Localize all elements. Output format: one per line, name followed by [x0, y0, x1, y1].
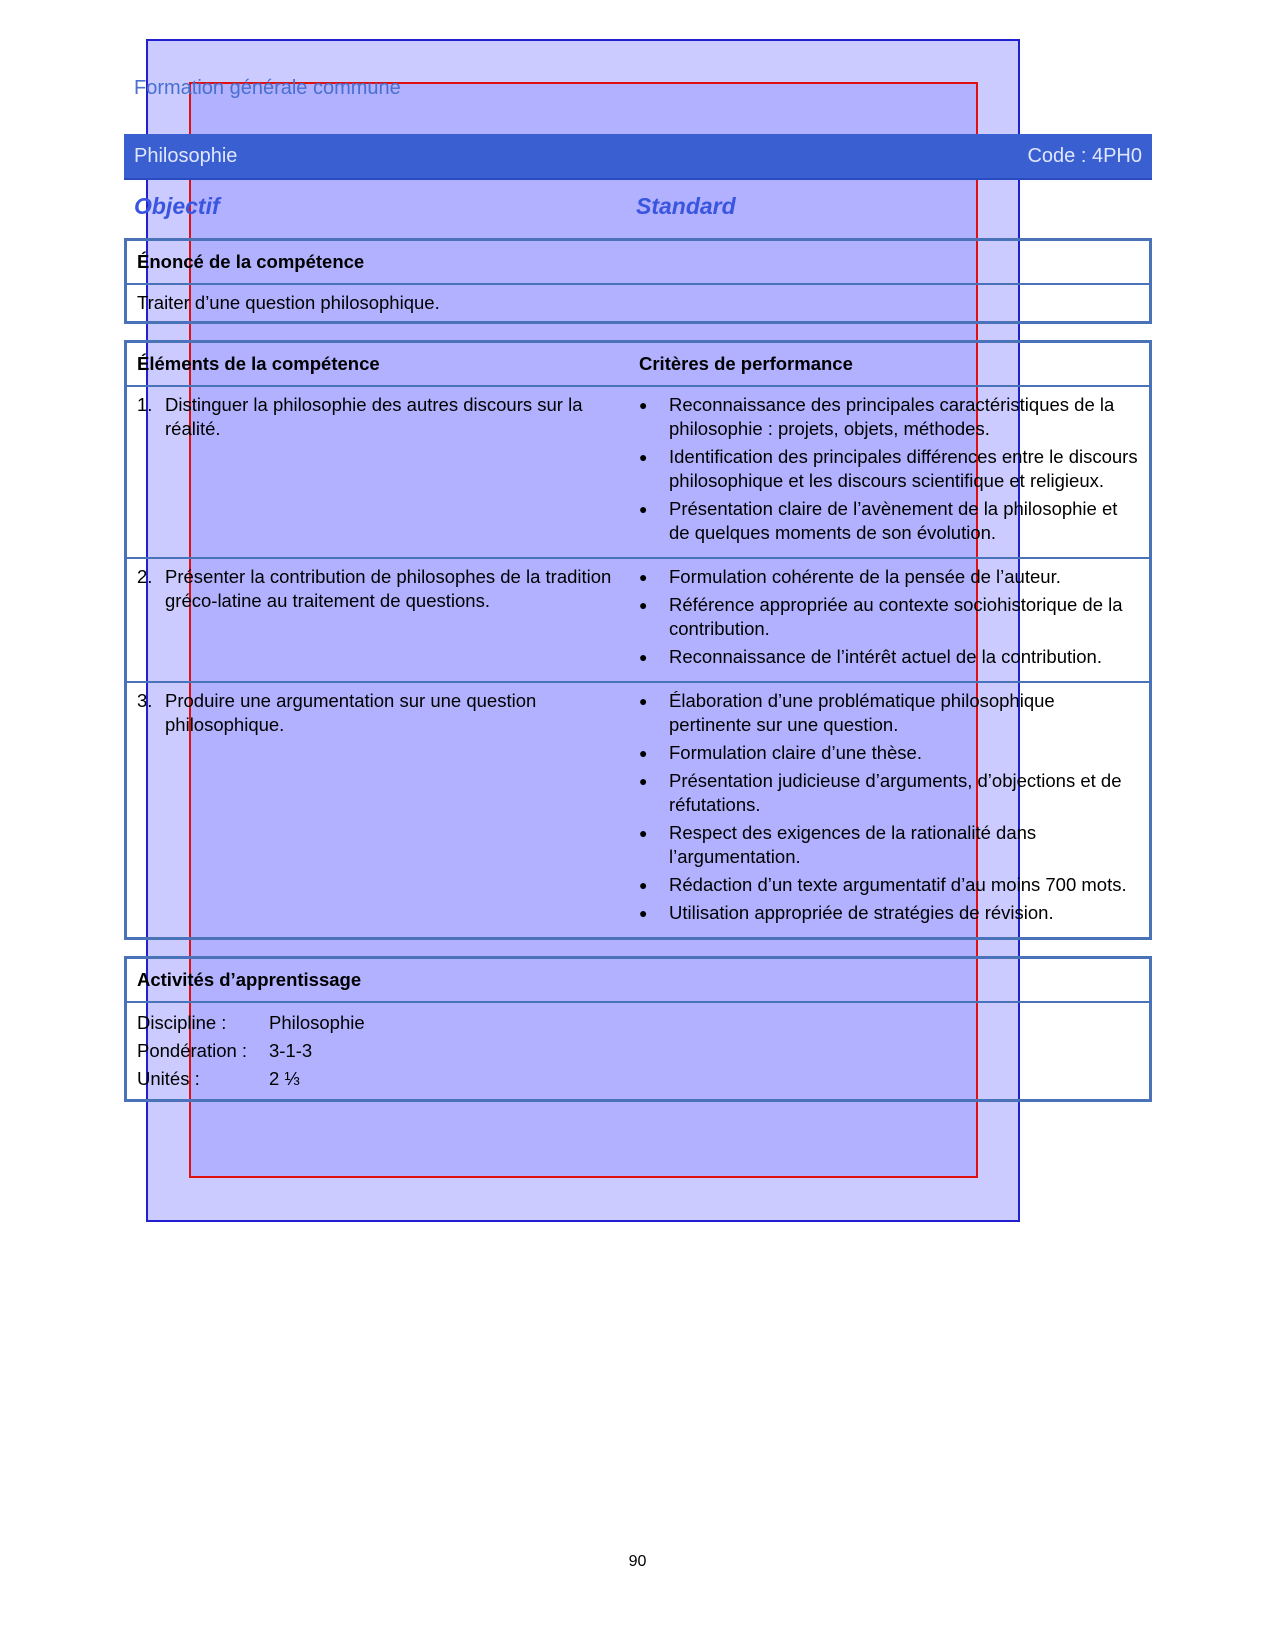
- criterion-text: Élaboration d’une problématique philosophique pertinente sur une question.: [669, 690, 1055, 735]
- competency-statement-heading: Énoncé de la compétence: [127, 241, 1149, 285]
- bullet-icon: ●: [639, 597, 648, 613]
- page-title: Formation générale commune: [134, 77, 401, 99]
- element-rows: [127, 387, 1149, 937]
- activity-row: [137, 1037, 1139, 1065]
- list-item: [639, 445, 1141, 493]
- page-number: 90: [628, 1553, 647, 1570]
- competency-statement-text: Traiter d’une question philosophique.: [137, 292, 440, 313]
- activity-label: Discipline :: [137, 1012, 227, 1033]
- table-row: [127, 683, 1149, 937]
- criterion-text: Formulation claire d’une thèse.: [669, 742, 922, 763]
- element-number: 1.: [137, 394, 153, 415]
- activity-label: Unités :: [137, 1068, 200, 1089]
- bullet-icon: ●: [639, 773, 648, 789]
- objective-standard-header: [124, 194, 1152, 238]
- performance-criteria-list: [639, 565, 1149, 673]
- elements-table: [124, 340, 1152, 940]
- criterion-text: Utilisation appropriée de stratégies de révision.: [669, 902, 1054, 923]
- competency-statement-box: [124, 238, 1152, 324]
- list-item: [639, 741, 1141, 765]
- activity-value: Philosophie: [269, 1012, 365, 1033]
- criterion-text: Référence appropriée au contexte sociohistorique de la contribution.: [669, 594, 1123, 639]
- list-item: [639, 393, 1141, 441]
- course-code: Code : 4PH0: [1027, 145, 1142, 167]
- list-item: [639, 901, 1141, 925]
- course-name: Philosophie: [134, 145, 238, 167]
- criterion-text: Reconnaissance de l’intérêt actuel de la contribution.: [669, 646, 1102, 667]
- criterion-text: Identification des principales différences entre le discours philosophique et les discours scientifique et religieux.: [669, 446, 1138, 491]
- elements-table-header: [127, 343, 1149, 387]
- performance-criteria-list: [639, 689, 1149, 929]
- activity-value: 2 ⅓: [269, 1068, 300, 1089]
- learning-activities-heading: Activités d’apprentissage: [127, 959, 1149, 1003]
- bullet-icon: ●: [639, 397, 648, 413]
- learning-activities-box: [124, 956, 1152, 1102]
- bullet-icon: ●: [639, 569, 648, 585]
- performance-criteria-list: [639, 393, 1149, 549]
- element-number: 3.: [137, 690, 153, 711]
- criterion-text: Respect des exigences de la rationalité dans l’argumentation.: [669, 822, 1037, 867]
- criterion-text: Reconnaissance des principales caractéristiques de la philosophie : projets, objets, méthodes.: [669, 394, 1115, 439]
- bullet-icon: ●: [639, 745, 648, 761]
- bullet-icon: ●: [639, 501, 648, 517]
- list-item: [639, 497, 1141, 545]
- activity-label: Pondération :: [137, 1040, 248, 1061]
- bullet-icon: ●: [639, 877, 648, 893]
- element-text: Produire une argumentation sur une question philosophique.: [165, 690, 537, 735]
- course-bar: [124, 134, 1152, 180]
- objective-label: Objectif: [134, 193, 220, 219]
- activity-row: [137, 1065, 1139, 1093]
- standard-label: Standard: [636, 193, 736, 219]
- bullet-icon: ●: [639, 825, 648, 841]
- bullet-icon: ●: [639, 905, 648, 921]
- list-item: [639, 645, 1141, 669]
- competency-element: [127, 689, 639, 929]
- list-item: [639, 689, 1141, 737]
- list-item: [639, 821, 1141, 869]
- competency-element: [127, 393, 639, 549]
- criterion-text: Formulation cohérente de la pensée de l’auteur.: [669, 566, 1061, 587]
- criterion-text: Présentation judicieuse d’arguments, d’objections et de réfutations.: [669, 770, 1122, 815]
- list-item: [639, 593, 1141, 641]
- element-number: 2.: [137, 566, 153, 587]
- competency-element: [127, 565, 639, 673]
- list-item: [639, 873, 1141, 897]
- table-row: [127, 559, 1149, 683]
- bullet-icon: ●: [639, 449, 648, 465]
- criterion-text: Rédaction d’un texte argumentatif d’au moins 700 mots.: [669, 874, 1127, 895]
- list-item: [639, 769, 1141, 817]
- bullet-icon: ●: [639, 693, 648, 709]
- element-text: Distinguer la philosophie des autres discours sur la réalité.: [165, 394, 583, 439]
- criteria-heading: Critères de performance: [639, 353, 853, 374]
- list-item: [639, 565, 1141, 589]
- element-text: Présenter la contribution de philosophes de la tradition gréco-latine au traitement de questions.: [165, 566, 612, 611]
- criterion-text: Présentation claire de l’avènement de la philosophie et de quelques moments de son évolution.: [669, 498, 1118, 543]
- elements-heading: Éléments de la compétence: [137, 353, 380, 374]
- activity-row: [137, 1009, 1139, 1037]
- document-content: [124, 76, 1152, 1102]
- table-row: [127, 387, 1149, 559]
- activity-value: 3-1-3: [269, 1040, 313, 1061]
- learning-activities-list: [127, 1003, 1149, 1099]
- bullet-icon: ●: [639, 649, 648, 665]
